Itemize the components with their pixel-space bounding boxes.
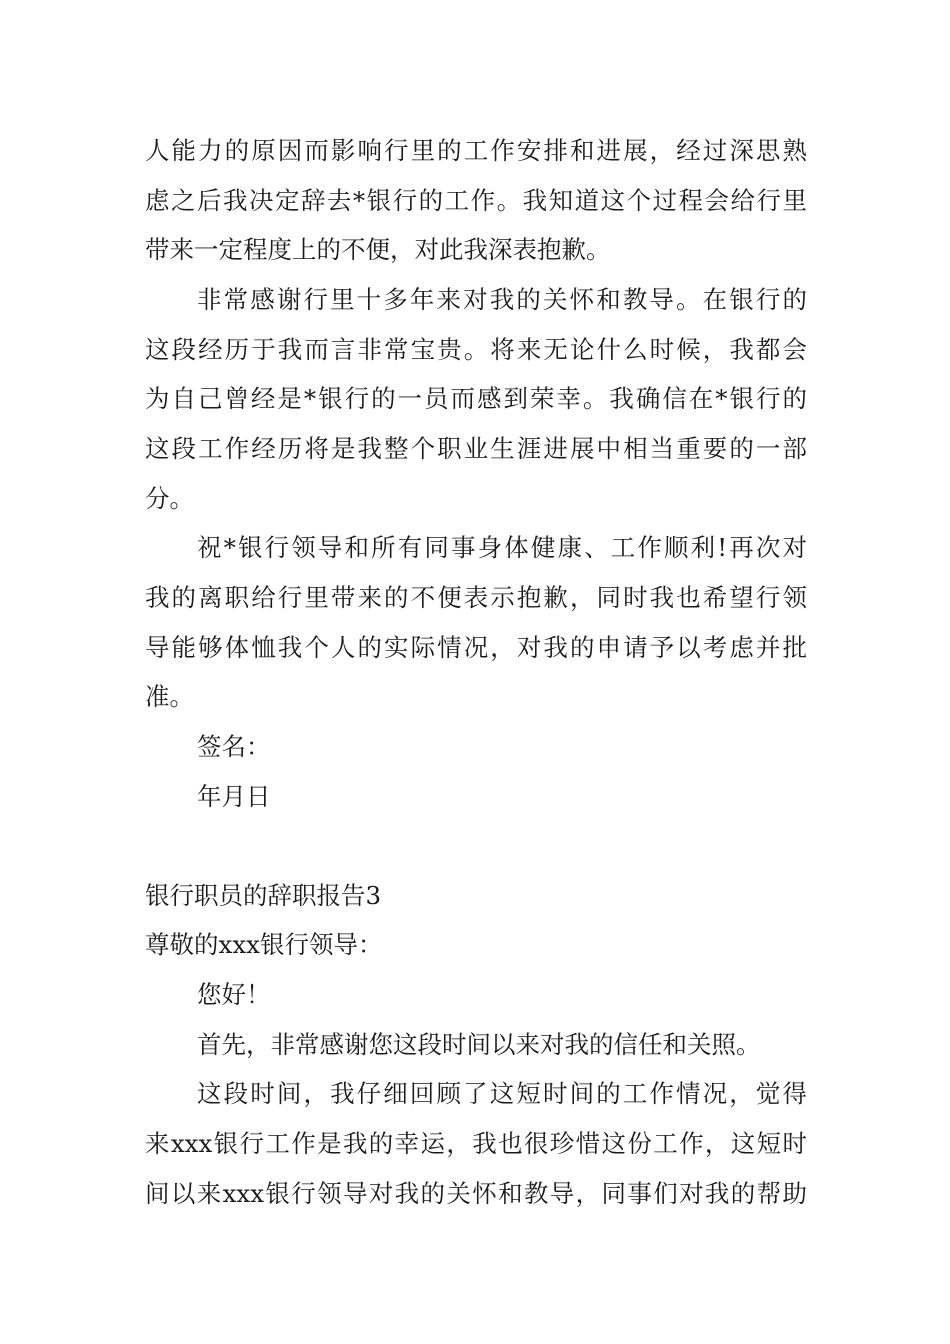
salutation: 尊敬的xxx银行领导： [145,930,383,959]
paragraph-line: 为自己曾经是*银行的一员而感到荣幸。我确信在*银行的 [145,384,807,413]
paragraph-line: 分。 [145,484,194,513]
paragraph-line: 人能力的原因而影响行里的工作安排和进展，经过深思熟 [145,136,807,165]
paragraph-line: 来xxx银行工作是我的幸运，我也很珍惜这份工作，这短时 [145,1129,807,1158]
paragraph-line: 这段工作经历将是我整个职业生涯进展中相当重要的一部 [145,434,807,463]
paragraph-line: 虑之后我决定辞去*银行的工作。我知道这个过程会给行里 [145,186,807,215]
paragraph-line: 间以来xxx银行领导对我的关怀和教导，同事们对我的帮助 [145,1179,807,1208]
paragraph-line: 祝*银行领导和所有同事身体健康、工作顺利!再次对 [197,533,807,562]
paragraph-line: 我的离职给行里带来的不便表示抱歉，同时我也希望行领 [145,583,807,612]
paragraph-line: 准。 [145,682,194,711]
greeting: 您好！ [197,980,271,1009]
section-title: 银行职员的辞职报告3 [145,881,382,910]
paragraph-line: 非常感谢行里十多年来对我的关怀和教导。在银行的 [197,285,807,314]
paragraph-line: 首先，非常感谢您这段时间以来对我的信任和关照。 [197,1030,761,1059]
paragraph-line: 导能够体恤我个人的实际情况，对我的申请予以考虑并批 [145,633,807,662]
paragraph-line: 这段时间，我仔细回顾了这短时间的工作情况，觉得 [197,1079,807,1108]
paragraph-line: 这段经历于我而言非常宝贵。将来无论什么时候，我都会 [145,335,807,364]
signature-label: 签名： [197,732,271,761]
paragraph-line: 带来一定程度上的不便，对此我深表抱歉。 [145,235,611,264]
date-label: 年月日 [197,782,271,811]
